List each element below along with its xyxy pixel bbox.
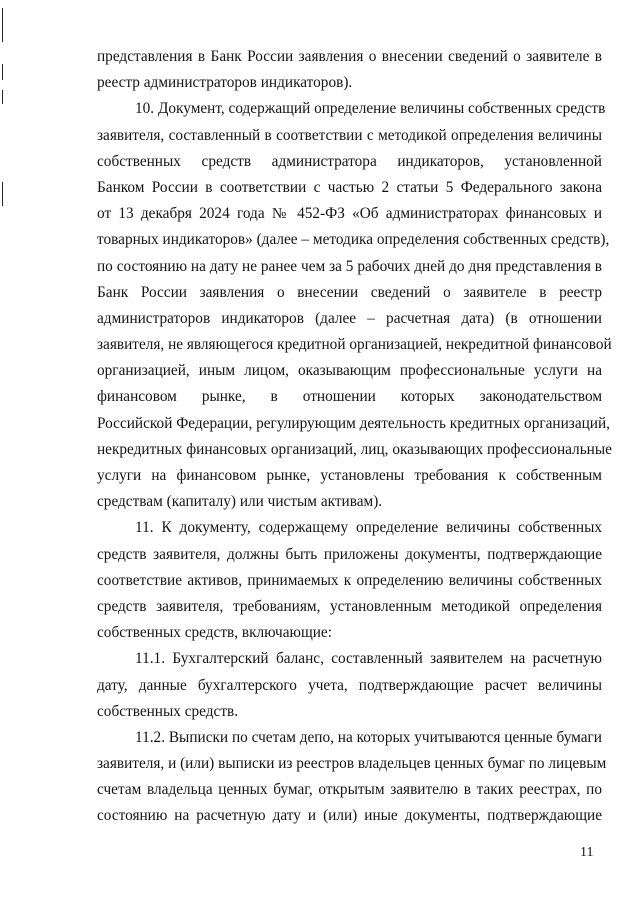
scan-edge-mark	[2, 90, 3, 104]
text-line: дату, данные бухгалтерского учета, подтверждающие расчет величины	[97, 676, 602, 694]
text-line: 10. Документ, содержащий определение величины собственных средств	[135, 100, 606, 118]
text-line: собственных средств.	[97, 702, 239, 720]
text-line: средств заявителя, должны быть приложены документы, подтверждающие	[97, 545, 602, 563]
text-line: товарных индикаторов» (далее – методика определения собственных средств),	[97, 231, 610, 249]
text-line: от 13 декабря 2024 года № 452-ФЗ «Об администраторах финансовых и	[97, 205, 602, 223]
paragraph-11	[97, 515, 602, 646]
paragraph-10	[97, 96, 612, 515]
text-line: средствам (капиталу) или чистым активам).	[97, 493, 383, 511]
text-line: заявителя, не являющегося кредитной организацией, некредитной финансовой	[97, 336, 612, 354]
text-line: состоянию на расчетную дату и (или) иные документы, подтверждающие	[97, 807, 602, 825]
text-line: администраторов индикаторов (далее – расчетная дата) (в отношении	[97, 309, 602, 327]
paragraph-11-2	[97, 725, 607, 830]
text-line: собственных средств администратора индикаторов, установленной	[97, 152, 602, 170]
document-page	[97, 44, 612, 830]
text-line: счетам владельца ценных бумаг, открытым заявителю в таких реестрах, по	[97, 781, 602, 799]
text-line: 11.2. Выписки по счетам депо, на которых учитываются ценные бумаги	[135, 728, 602, 746]
text-line: организацией, иным лицом, оказывающим профессиональные услуги на	[97, 362, 602, 380]
text-line: 11. К документу, содержащему определение величины собственных	[135, 519, 602, 537]
text-line: заявителя, и (или) выписки из реестров владельцев ценных бумаг по лицевым	[97, 755, 607, 773]
page-number: 11	[580, 845, 594, 860]
text-line: представления в Банк России заявления о внесении сведений о заявителе в	[97, 48, 602, 65]
text-line: финансовом рынке, в отношении которых законодательством	[97, 388, 602, 406]
paragraph-continuation	[97, 44, 602, 96]
text-line: заявителя, составленный в соответствии с методикой определения величины	[97, 126, 602, 144]
text-line: соответствие активов, принимаемых к определению величины собственных	[97, 571, 602, 589]
text-line: Банк России заявления о внесении сведений о заявителе в реестр	[97, 283, 602, 301]
scan-edge-mark	[2, 182, 3, 206]
text-line: Российской Федерации, регулирующим деятельность кредитных организаций,	[97, 414, 610, 432]
text-line: некредитных финансовых организаций, лиц, оказывающих профессиональные	[97, 440, 612, 458]
text-line: реестр администраторов индикаторов).	[97, 74, 353, 92]
text-line: по состоянию на дату не ранее чем за 5 рабочих дней до дня представления в	[97, 257, 602, 275]
scan-edge-mark	[2, 8, 3, 42]
text-line: собственных средств, включающие:	[97, 624, 332, 642]
text-line: 11.1. Бухгалтерский баланс, составленный заявителем на расчетную	[135, 650, 602, 668]
text-line: средств заявителя, требованиям, установленным методикой определения	[97, 597, 602, 615]
scan-edge-mark	[2, 64, 3, 80]
text-line: Банком России в соответствии с частью 2 статьи 5 Федерального закона	[97, 178, 602, 196]
paragraph-11-1	[97, 646, 602, 725]
text-line: услуги на финансовом рынке, установлены требования к собственным	[97, 467, 602, 484]
